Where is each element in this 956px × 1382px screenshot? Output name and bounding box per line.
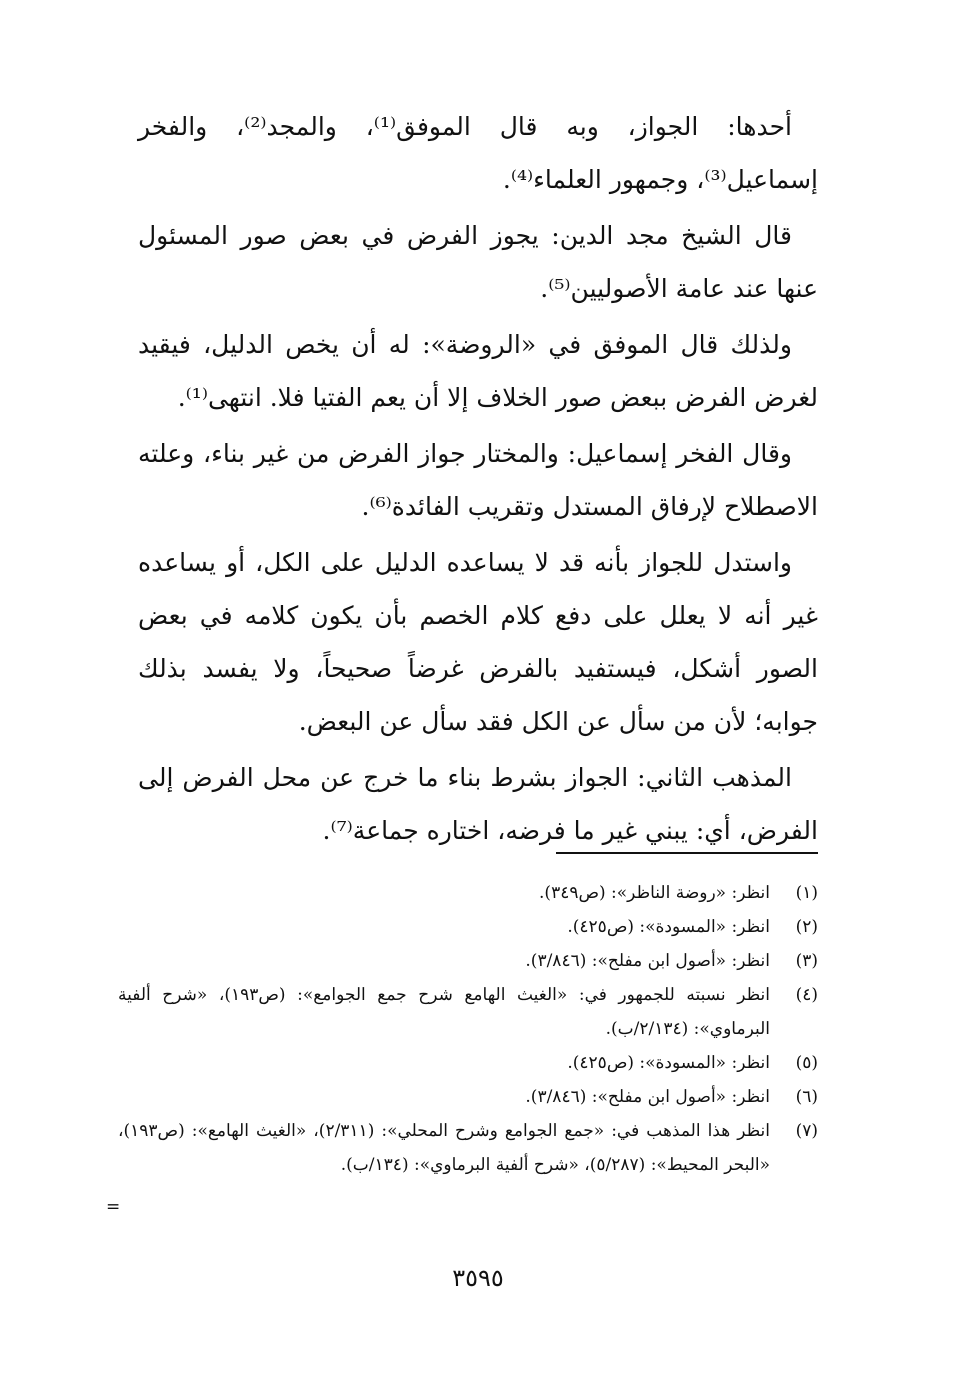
- footnote-text: انظر: «أصول ابن مفلح»: (٣/٨٤٦).: [525, 1087, 770, 1107]
- footnote-text: انظر: «المسودة»: (ص٤٢٥).: [567, 917, 770, 937]
- footnote: [118, 910, 818, 944]
- footnote: [118, 1114, 818, 1182]
- footnote: [118, 1046, 818, 1080]
- footnote-text: انظر: «أصول ابن مفلح»: (٣/٨٤٦).: [525, 951, 770, 971]
- footnote: [118, 944, 818, 978]
- footnotes: [118, 876, 818, 1182]
- paragraph: وقال الفخر إسماعيل: والمختار جواز الفرض من غير بناء، وعلته الاصطلاح لإرفاق المستدل وتقريب الفائدة⁽⁶⁾.: [138, 439, 818, 521]
- footnote-separator: [556, 852, 818, 854]
- continued-mark: =: [106, 1197, 121, 1217]
- main-text: [138, 100, 818, 860]
- paragraph: أحدها: الجواز، وبه قال الموفق⁽¹⁾، والمجد⁽²⁾، والفخر إسماعيل⁽³⁾، وجمهور العلماء⁽⁴⁾.: [138, 112, 818, 194]
- footnote-number: (٣): [795, 951, 818, 971]
- footnote-number: (٢): [795, 917, 818, 937]
- footnote: [118, 978, 818, 1046]
- footnote-text: انظر: «المسودة»: (ص٤٢٥).: [567, 1053, 770, 1073]
- paragraph: واستدل للجواز بأنه قد لا يساعده الدليل على الكل، أو يساعده غير أنه لا يعلل على دفع كلام الخصم بأن يكون كلامه في بعض الصور أشكل، فيستفيد بالفرض غرضاً صحيحاً، ولا يفسد بذلك جوابه؛ لأن من سأل عن الكل فقد سأل عن البعض.: [138, 548, 818, 736]
- paragraph: قال الشيخ مجد الدين: يجوز الفرض في بعض صور المسئول عنها عند عامة الأصوليين⁽⁵⁾.: [138, 221, 818, 303]
- footnote-number: (٦): [795, 1087, 818, 1107]
- footnote: [118, 1080, 818, 1114]
- footnote: [118, 876, 818, 910]
- paragraph: ولذلك قال الموفق في «الروضة»: له أن يخص الدليل، فيقيد لغرض الفرض ببعض صور الخلاف إلا أن يعم الفتيا فلا. انتهى⁽¹⁾.: [138, 330, 818, 412]
- paragraph: المذهب الثاني: الجواز بشرط بناء ما خرج عن محل الفرض إلى الفرض، أي: يبني غير ما فرضه، اختاره جماعة⁽⁷⁾.: [138, 763, 818, 845]
- footnote-text: انظر هذا المذهب في: «جمع الجوامع وشرح المحلي»: (٢/٣١١)، «الغيث الهامع»: (ص١٩٣)، «البحر المحيط»: (٥/٢٨٧)، «شرح ألفية البرماوي»: (١٣٤/ب).: [118, 1121, 770, 1175]
- page-number: ٣٥٩٥: [452, 1264, 504, 1292]
- footnote-text: انظر نسبته للجمهور في: «الغيث الهامع شرح جمع الجوامع»: (ص١٩٣)، «شرح ألفية البرماوي»: (٢/١٣٤/ب).: [118, 985, 770, 1039]
- footnote-number: (٧): [795, 1121, 818, 1141]
- footnote-number: (٥): [795, 1053, 818, 1073]
- footnote-text: انظر: «روضة الناظر»: (ص٣٤٩).: [539, 883, 770, 903]
- footnote-number: (٤): [795, 985, 818, 1005]
- footnote-number: (١): [795, 883, 818, 903]
